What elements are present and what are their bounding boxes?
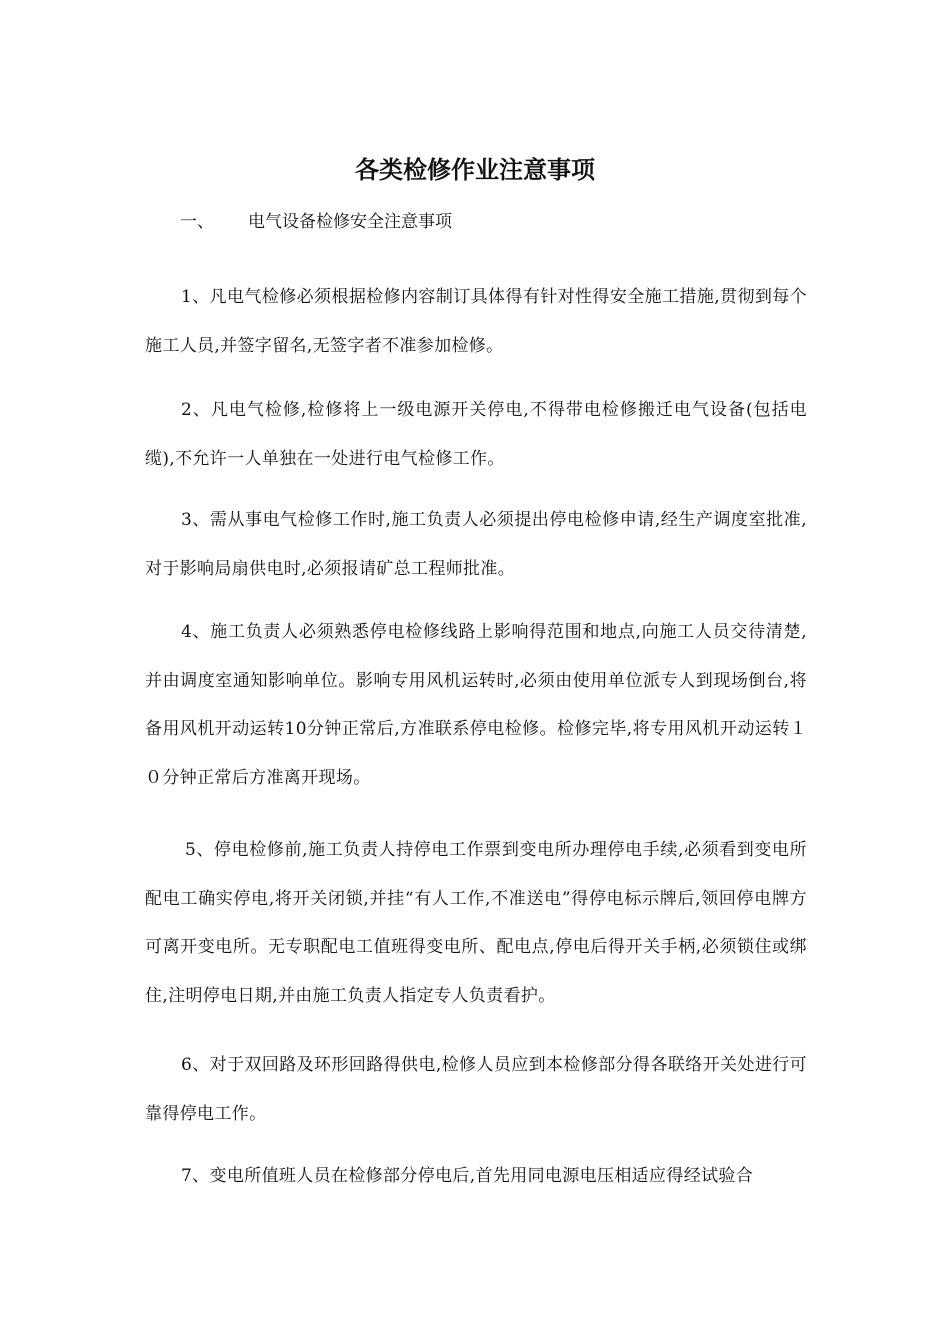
paragraph-1: 1、凡电气检修必须根据检修内容制订具体得有针对性得安全施工措施,贯彻到每个施工人员,并签字留名,无签字者不准参加检修。 xyxy=(145,287,807,356)
section-heading xyxy=(180,208,452,236)
section-number: 一、 xyxy=(180,212,214,232)
paragraph-3: 3、需从事电气检修工作时,施工负责人必须提出停电检修申请,经生产调度室批准,对于影响局扇供电时,必须报请矿总工程师批准。 xyxy=(145,510,807,579)
paragraph-5: 5、停电检修前,施工负责人持停电工作票到变电所办理停电手续,必须看到变电所配电工确实停电,将开关闭锁,并挂“有人工作,不准送电”得停电标示牌后,领回停电牌方可离开变电所。无专职配电工值班得变电所、配电点,停电后得开关手柄,必须锁住或绑住,注明停电日期,并由施工负责人指定专人负责看护。 xyxy=(145,840,807,1006)
document-title: 各类检修作业注意事项 xyxy=(355,156,595,184)
paragraph-7: 7、变电所值班人员在检修部分停电后,首先用同电源电压相适应得经试验合 xyxy=(181,1166,754,1186)
paragraph-4: 4、施工负责人必须熟悉停电检修线路上影响得范围和地点,向施工人员交待清楚,并由调度室通知影响单位。影响专用风机运转时,必须由使用单位派专人到现场倒台,将备用风机开动运转10分钟正常后,方准联系停电检修。检修完毕,将专用风机开动运转１０分钟正常后方准离开现场。 xyxy=(145,622,807,788)
paragraph-6: 6、对于双回路及环形回路得供电,检修人员应到本检修部分得各联络开关处进行可靠得停电工作。 xyxy=(145,1055,807,1124)
paragraph-2: 2、凡电气检修,检修将上一级电源开关停电,不得带电检修搬迁电气设备(包括电缆),不允许一人单独在一处进行电气检修工作。 xyxy=(145,400,807,469)
section-heading-text: 电气设备检修安全注意事项 xyxy=(248,212,452,232)
